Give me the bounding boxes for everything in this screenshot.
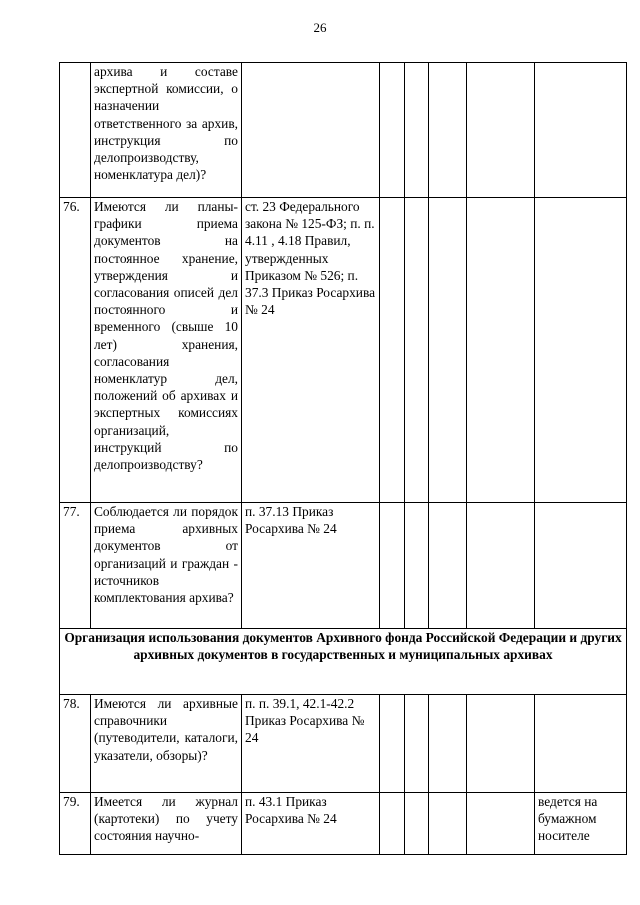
answer-na-cell	[429, 695, 467, 793]
answer-na-cell	[429, 63, 467, 198]
section-row	[60, 629, 627, 695]
note-cell	[535, 503, 627, 629]
extra-cell	[467, 793, 535, 855]
note-cell	[535, 198, 627, 503]
legal-reference: п. 37.13 Приказ Росархива № 24	[242, 503, 380, 629]
legal-reference	[242, 63, 380, 198]
extra-cell	[467, 63, 535, 198]
question-text: Имеются ли архивные справочники (путеводители, каталоги, указатели, обзоры)?	[91, 695, 242, 793]
table-row	[60, 63, 627, 198]
question-text: Соблюдается ли порядок приема архивных документов от организаций и граждан - источников комплектования архива?	[91, 503, 242, 629]
row-number: 76.	[60, 198, 91, 503]
question-text: Имеются ли планы-графики приема документов на постоянное хранение, утверждения и согласования описей дел постоянного и временного (свыше 10 лет) хранения, согласования номенклатур дел, положений об архивах и экспертных комиссиях организаций, инструкций по делопроизводству?	[91, 198, 242, 503]
table-row	[60, 503, 627, 629]
table-row	[60, 198, 627, 503]
answer-na-cell	[429, 793, 467, 855]
answer-no-cell	[405, 63, 429, 198]
extra-cell	[467, 503, 535, 629]
answer-yes-cell	[380, 695, 405, 793]
answer-yes-cell	[380, 793, 405, 855]
answer-na-cell	[429, 503, 467, 629]
legal-reference: п. 43.1 Приказ Росархива № 24	[242, 793, 380, 855]
legal-reference: п. п. 39.1, 42.1-42.2 Приказ Росархива № 24	[242, 695, 380, 793]
answer-no-cell	[405, 695, 429, 793]
section-heading: Организация использования документов Архивного фонда Российской Федерации и других архивных документов в государственных и муниципальных архивах	[60, 629, 627, 695]
extra-cell	[467, 198, 535, 503]
answer-no-cell	[405, 793, 429, 855]
question-text: Имеется ли журнал (картотеки) по учету состояния научно-	[91, 793, 242, 855]
question-text: архива и составе экспертной комиссии, о назначении ответственного за архив, инструкция по делопроизводству, номенклатура дел)?	[91, 63, 242, 198]
answer-no-cell	[405, 503, 429, 629]
row-number	[60, 63, 91, 198]
answer-yes-cell	[380, 63, 405, 198]
row-number: 77.	[60, 503, 91, 629]
checklist-table	[59, 62, 627, 855]
row-number: 78.	[60, 695, 91, 793]
note-cell	[535, 695, 627, 793]
answer-yes-cell	[380, 198, 405, 503]
table-row	[60, 793, 627, 855]
legal-reference: ст. 23 Федерального закона № 125-ФЗ; п. п. 4.11 , 4.18 Правил, утвержденных Приказом № 526; п. 37.3 Приказ Росархива № 24	[242, 198, 380, 503]
extra-cell	[467, 695, 535, 793]
table-row	[60, 695, 627, 793]
answer-yes-cell	[380, 503, 405, 629]
answer-na-cell	[429, 198, 467, 503]
note-cell: ведется на бумажном носителе	[535, 793, 627, 855]
row-number: 79.	[60, 793, 91, 855]
page-number: 26	[313, 20, 327, 35]
answer-no-cell	[405, 198, 429, 503]
note-cell	[535, 63, 627, 198]
